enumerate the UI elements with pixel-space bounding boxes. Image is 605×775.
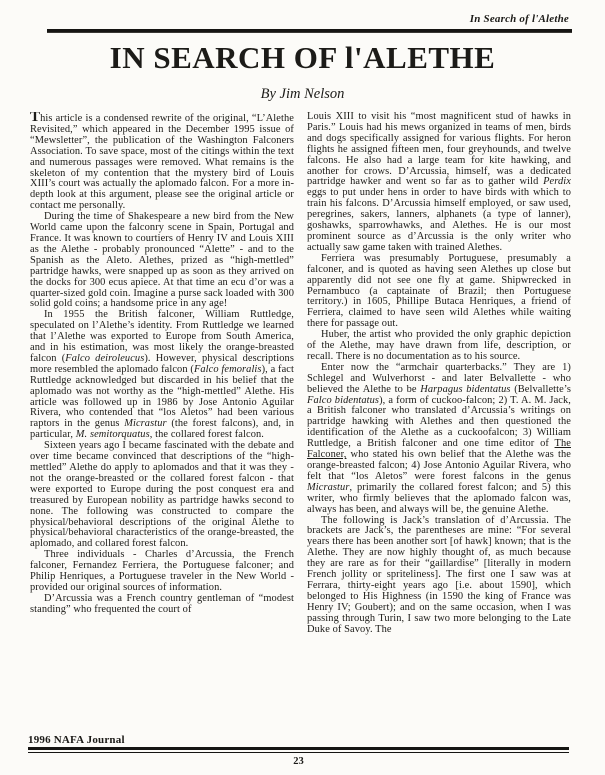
- journal-name: 1996 NAFA Journal: [28, 733, 125, 746]
- article-body: [30, 112, 571, 746]
- byline: By Jim Nelson: [260, 86, 345, 102]
- footer-rule-thick: [28, 747, 569, 750]
- paragraph: Enter now the “armchair quarterbacks.” They are 1) Schlegel and Wulverhorst - and later Belvallette - who believed the Alethe to be Harpagus bidentatus (Belvallette’s Falco bidentatus), a form of cuckoo-falcon; 2) T. A. M. Jack, a British falconer who translated d’Arcussia’s writings on partridge hawking with Alethes and then questioned the identification of the Alethe as a cuckoofalcon; 3) William Ruttledge, a British falconer and one time editor of The Falconer, who stated his own belief that the Alethe was the orange-breasted falcon; 4) Jose Antonio Aguilar Rivera, who felt that “los Aletos” were forest falcons in the genus Micrastur, primarily the collared forest falcon; and 5) this writer, who firmly believes that the aplomado falcon was, always has been, and always will be, the genuine Alethe.: [307, 361, 571, 515]
- paragraph: Huber, the artist who provided the only graphic depiction of the Alethe, may have drawn from life, description, or recall. There is no documentation as to his source.: [307, 329, 571, 362]
- paragraph: Three individuals - Charles d’Arcussia, the French falconer, Fernandez Ferriera, the Portuguese falconer; and Philip Henriques, a Portuguese traveler in the New World - provided our original sources of information.: [30, 549, 294, 593]
- page-footer: [28, 734, 569, 768]
- page-title: IN SEARCH OF l'ALETHE: [109, 40, 496, 75]
- paragraph: This article is a condensed rewrite of the original, “L’Alethe Revisited,” which appeared in the December 1995 issue of “Mewsletter”, the publication of the Washington Falconers Association. To save space, most of the citings within the text and numerous passages were removed. What remains is the skeleton of my contention that the mystery bird of Louis XIII’s court was actually the aplomado falcon. For a more in-depth look at this argument, please see the original article or contact me personally.: [30, 112, 294, 212]
- paragraph: The following is Jack’s translation of d’Arcussia. The brackets are Jack’s, the parentheses are mine: “For several years there has been another sort [of hawk] known; that is the Alethe. They are now highly thought of, as much because they are rare as for their “gaillardise” [literally in modern French jollity or spriteliness]. The first one I saw was at Ferrara, thirty-eight years ago [i.e. about 1590], which belonged to His Highness (in 1590 the king of France was Henry IV; Goubert); and on the same occasion, when I was passing through Turin, I saw two more belonging to the Late Duke of Savoy. The: [307, 514, 571, 635]
- paragraph-initial: T: [30, 112, 41, 125]
- header-rule: [47, 29, 572, 33]
- paragraph: Louis XIII to visit his “most magnificent stud of hawks in Paris.” Louis had his mews organized in teams of men, birds and dogs specifically assigned for various flights. For heron flights he assigned fifteen men, four greyhounds, and twelve falcons. He also had a large team for kite hawking, and another for crows. D’Arcussia, himself, was a dedicated partridge hawker and went so far as to gather wild Perdix eggs to put under hens in order to have birds with which to train his falcons. D’Arcussia himself employed, or saw used, peregrines, sakers, lanners, alphanets (a type of lanner), goshawks, sparrowhawks, and Alethes. He is our most prominent source as d’Arcussia is the only writer who actually saw game taken with trained Alethes.: [307, 112, 571, 253]
- left-column: [30, 112, 294, 746]
- paragraph: Ferriera was presumably Portuguese, presumably a falconer, and is quoted as having seen Alethes up close but apparently did not see one fly at game. Shipwrecked in Pernambuco (a captainate of Brazil; then Portuguese territory.) in 1605, Phillipe Butaca Henriques, a friend of Ferriera, claimed to have seen wild Alethes while waiting there for passage out.: [307, 252, 571, 330]
- paragraph: In 1955 the British falconer, William Ruttledge, speculated on l’Alethe’s identity. From Ruttledge we learned that l’Alethe was exported to Europe from South America, and in his estimation, was most likely the orange-breasted falcon (Falco deiroleucus). However, physical descriptions more resembled the aplomado falcon (Falco femoralis), a fact Ruttledge acknowledged but discarded in his belief that the aplomado was not worthy as the “high-mettled” Alethe. His article was followed up in 1986 by Jose Antonio Aguilar Rivera, who contended that “los Aletos” had been various raptors in the genus Micrastur (the forest falcons), and, in particular, M. semitorquatus, the collared forest falcon.: [30, 309, 295, 441]
- paragraph: During the time of Shakespeare a new bird from the New World came upon the falconry scene in Spain, Portugal and France. It was known to courtiers of Henry IV and Louis XIII as the Alethe - probably pronounced “Alette” - and to the Spanish as the Aleto. Alethes, prized as “high-mettled” partridge hawks, were snapped up as soon as they arrived on the docks for 300 ecus apiece. At that time an ecu d’or was a quarter-sized gold coin. Imagine a purse sack loaded with 300 solid gold coins; a handsome price in any age!: [30, 211, 294, 310]
- paragraph: D’Arcussia was a French country gentleman of “modest standing” who frequented the court of: [30, 592, 294, 615]
- right-column: [307, 112, 571, 746]
- page-number: 23: [293, 756, 304, 767]
- paragraph: Sixteen years ago I became fascinated with the debate and over time became convinced that descriptions of the “high-mettled” Alethe do apply to aplomados and that it was they - not the orange-breasted or the collared forest falcon - that were exported to Europe during the post conquest era and treasured by European nobility as partridge hawks second to none. The following was constructed to compare the physical/behavioral descriptions of the original Alethe to physical/behavioral characteristics of the orange-breasted, the aplomado, and collared forest falcon.: [30, 440, 294, 550]
- running-header: In Search of l'Alethe: [469, 13, 569, 25]
- footer-rule-thin: [28, 752, 569, 754]
